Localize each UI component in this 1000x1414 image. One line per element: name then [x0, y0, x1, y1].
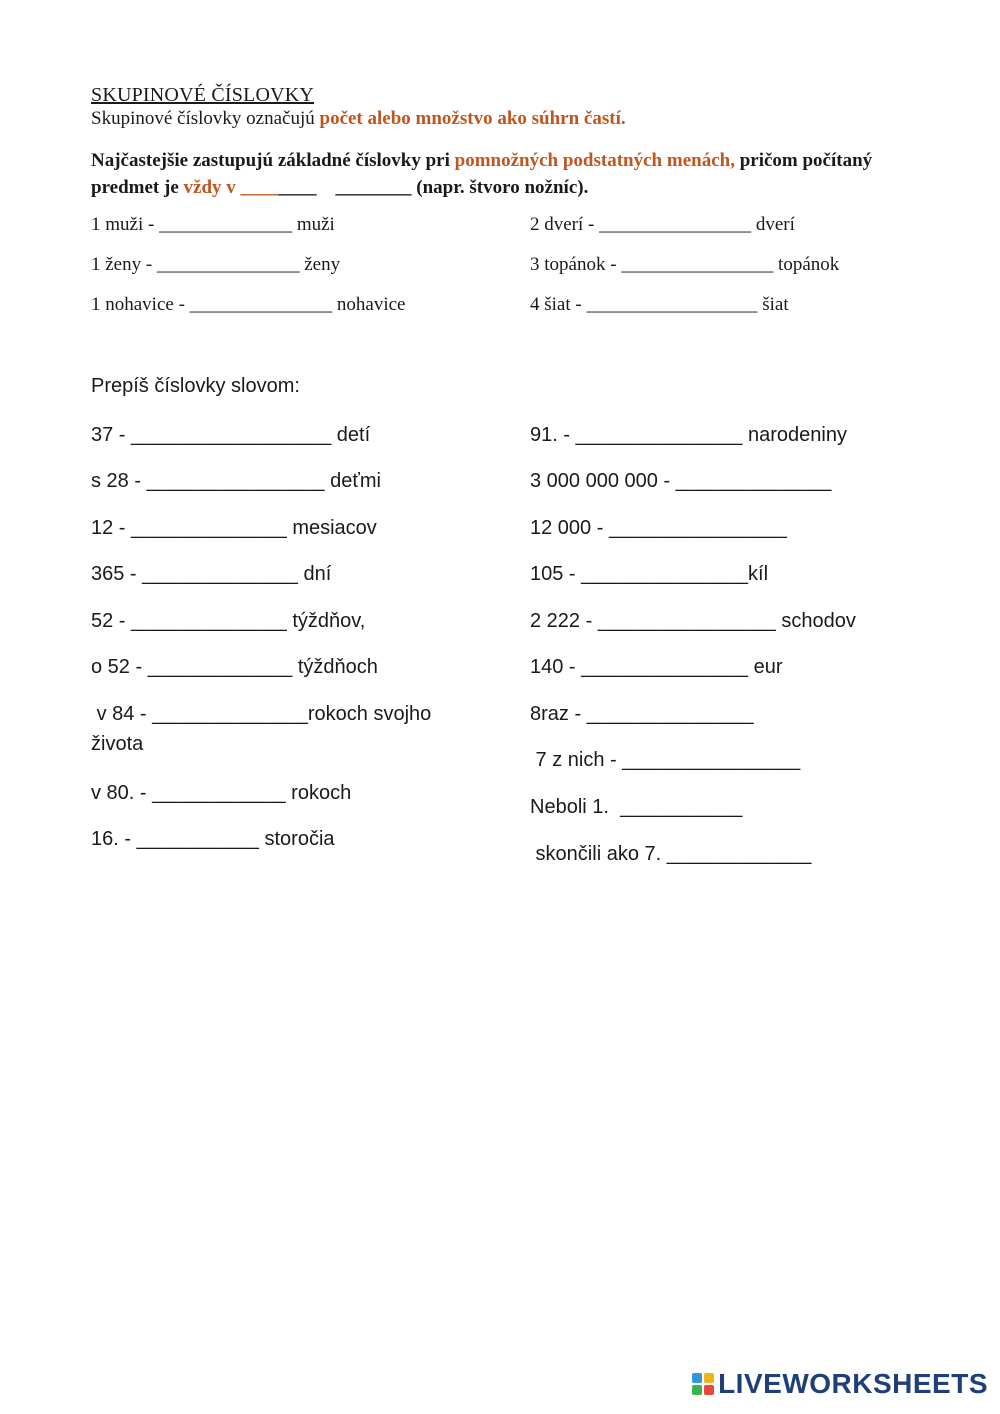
exercise-left-2 — [91, 466, 381, 496]
para-part3: (napr. štvoro nožníc). — [411, 177, 589, 198]
row-suffix: ženy — [299, 254, 341, 275]
exercise-left-9 — [91, 824, 335, 854]
ex-suffix: mesiacov — [286, 517, 377, 539]
row-prefix: 4 šiat - — [530, 294, 587, 315]
ex-prefix: 365 - — [91, 563, 143, 585]
answer-blank[interactable]: ______________ — [142, 563, 298, 585]
logo-text: LIVEWORKSHEETS — [718, 1368, 988, 1399]
exercise-right-8 — [530, 745, 800, 775]
ex-suffix: rokoch — [285, 782, 352, 804]
row-prefix: 1 ženy - — [91, 254, 157, 275]
row-prefix: 1 muži - — [91, 214, 160, 235]
answer-blank[interactable]: _______________ — [586, 703, 754, 725]
ex-prefix: Neboli 1. — [530, 796, 621, 818]
row-prefix: 2 dverí - — [530, 214, 600, 235]
answer-blank[interactable]: _____________ — [666, 843, 812, 865]
serif-row-right-1 — [530, 214, 795, 236]
exercise-left-5 — [91, 606, 365, 636]
serif-row-right-2 — [530, 254, 839, 276]
answer-blank[interactable]: ________________ — [599, 214, 752, 235]
para-accent1: pomnožných podstatných menách, — [454, 150, 735, 171]
exercise-left-4 — [91, 559, 331, 589]
ex-suffix: narodeniny — [742, 424, 847, 446]
logo-mark-icon — [692, 1373, 714, 1395]
answer-blank[interactable]: ________________ — [146, 470, 325, 492]
ex-suffix: dní — [297, 563, 332, 585]
ex-prefix: s 28 - — [91, 470, 147, 492]
logo-square-2 — [704, 1373, 714, 1383]
serif-row-left-3 — [91, 294, 405, 316]
ex-prefix: 37 - — [91, 424, 132, 446]
answer-blank[interactable]: __________________ — [586, 294, 758, 315]
answer-blank[interactable]: _______________ — [575, 424, 743, 446]
ex-suffix: schodov — [775, 610, 856, 632]
ex-prefix: 105 - — [530, 563, 582, 585]
answer-blank[interactable]: ____________ — [152, 782, 286, 804]
exercise-right-4 — [530, 559, 768, 589]
exercise-right-10 — [530, 839, 811, 869]
ex-suffix: deťmi — [324, 470, 381, 492]
logo-square-3 — [692, 1385, 702, 1395]
answer-blank[interactable]: ___________ — [136, 828, 259, 850]
answer-blank[interactable]: __________________ — [131, 424, 332, 446]
exercise-left-8 — [91, 778, 351, 808]
exercise-right-1 — [530, 420, 847, 450]
ex-prefix: 2 222 - — [530, 610, 598, 632]
para-blank1[interactable]: ____ — [240, 177, 279, 198]
exercise-right-9 — [530, 792, 742, 822]
exercise-left-3 — [91, 513, 377, 543]
answer-blank[interactable]: ______________ — [131, 610, 287, 632]
serif-row-left-1 — [91, 214, 335, 236]
answer-blank[interactable]: _______________ — [581, 656, 749, 678]
para-accent2: vždy v — [183, 177, 241, 198]
ex-prefix: 140 - — [530, 656, 582, 678]
row-prefix: 1 nohavice - — [91, 294, 190, 315]
serif-row-right-3 — [530, 294, 789, 316]
ex-suffix: eur — [748, 656, 783, 678]
logo-square-4 — [704, 1385, 714, 1395]
answer-blank[interactable]: _____________ — [147, 656, 293, 678]
answer-blank[interactable]: _______________ — [581, 563, 749, 585]
ex-prefix: v 80. - — [91, 782, 153, 804]
answer-blank[interactable]: ________________ — [597, 610, 776, 632]
liveworksheets-logo[interactable] — [692, 1370, 988, 1398]
answer-blank[interactable]: ______________ — [159, 214, 293, 235]
ex-suffix: storočia — [258, 828, 335, 850]
exercise-right-5 — [530, 606, 856, 636]
ex-prefix: o 52 - — [91, 656, 148, 678]
ex-suffix: detí — [331, 424, 371, 446]
ex-prefix: 12 - — [91, 517, 132, 539]
row-suffix: muži — [292, 214, 335, 235]
answer-blank[interactable]: ________________ — [608, 517, 787, 539]
ex-prefix: 52 - — [91, 610, 132, 632]
subtitle-accent: počet alebo množstvo ako súhrn častí. — [319, 108, 626, 129]
exercise-right-7 — [530, 699, 754, 729]
ex-suffix: kíl — [748, 563, 769, 585]
exercise-right-6 — [530, 652, 782, 682]
answer-blank[interactable]: ________________ — [621, 254, 774, 275]
ex-prefix: 12 000 - — [530, 517, 609, 539]
worksheet-title: SKUPINOVÉ ČÍSLOVKY — [91, 84, 315, 106]
logo-square-1 — [692, 1373, 702, 1383]
answer-blank[interactable]: ___________ — [620, 796, 743, 818]
ex-suffix: týždňoch — [292, 656, 378, 678]
para-part1: Najčastejšie zastupujú základné číslovky pri — [91, 150, 455, 171]
exercise-right-3 — [530, 513, 787, 543]
row-prefix: 3 topánok - — [530, 254, 622, 275]
ex-prefix: skončili ako 7. — [530, 843, 667, 865]
ex-prefix: 91. - — [530, 424, 576, 446]
exercise-left-7 — [91, 699, 471, 759]
para-blank2[interactable]: ________ — [335, 177, 412, 198]
answer-blank[interactable]: ______________ — [152, 703, 308, 725]
worksheet-subtitle — [91, 108, 626, 130]
row-suffix: topánok — [773, 254, 840, 275]
answer-blank[interactable]: _______________ — [189, 294, 333, 315]
rule-paragraph — [91, 147, 911, 201]
serif-row-left-2 — [91, 254, 340, 276]
exercise-left-1 — [91, 420, 370, 450]
para-blank1b[interactable]: ____ — [278, 177, 317, 198]
ex-prefix: 7 z nich - — [530, 749, 623, 771]
exercise-left-6 — [91, 652, 378, 682]
row-suffix: šiat — [757, 294, 789, 315]
exercise-right-2 — [530, 466, 831, 496]
row-suffix: dverí — [751, 214, 795, 235]
answer-blank[interactable]: ______________ — [131, 517, 287, 539]
answer-blank[interactable]: ______________ — [675, 470, 832, 492]
ex-prefix: 3 000 000 000 - — [530, 470, 676, 492]
instruction: Prepíš číslovky slovom: — [91, 375, 300, 397]
answer-blank[interactable]: _______________ — [156, 254, 300, 275]
answer-blank[interactable]: ________________ — [622, 749, 801, 771]
ex-prefix: 8raz - — [530, 703, 587, 725]
para-part2: pričom počítaný predmet je — [91, 150, 873, 198]
ex-prefix: 16. - — [91, 828, 137, 850]
ex-suffix: rokoch svojho života — [91, 703, 437, 755]
subtitle-text: Skupinové číslovky označujú — [91, 108, 320, 129]
row-suffix: nohavice — [332, 294, 406, 315]
ex-suffix: týždňov, — [286, 610, 366, 632]
ex-prefix: v 84 - — [91, 703, 153, 725]
